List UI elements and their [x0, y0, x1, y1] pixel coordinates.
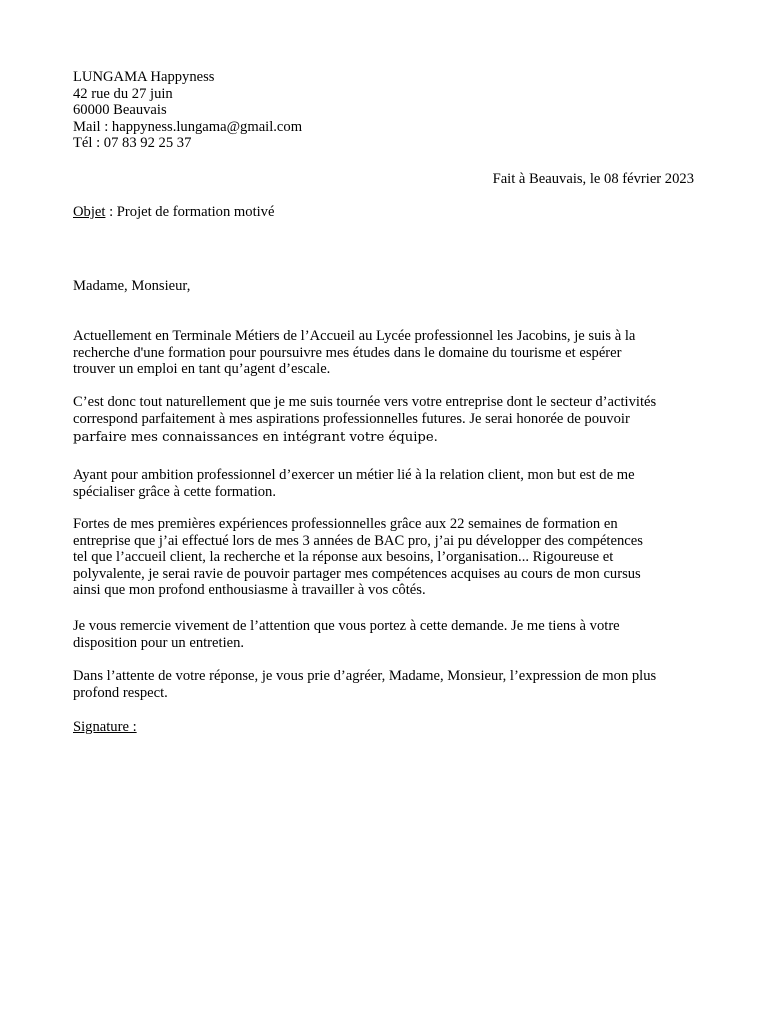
subject-line: [73, 204, 274, 221]
paragraph-line: disposition pour un entretien.: [73, 634, 245, 651]
signature-label: Signature :: [73, 719, 137, 735]
subject-label: Objet: [73, 204, 106, 220]
letter-date: Fait à Beauvais, le 08 février 2023: [492, 171, 694, 187]
sender-city: 60000 Beauvais: [73, 102, 167, 119]
paragraph-line: spécialiser grâce à cette formation.: [73, 483, 276, 500]
paragraph-4: [73, 516, 713, 599]
paragraph-line: correspond parfaitement à mes aspirations professionnelles futures. Je serai honorée de pouvoir: [73, 410, 630, 427]
sender-mail: Mail : happyness.lungama@gmail.com: [73, 118, 303, 135]
paragraph-5: [73, 618, 713, 651]
paragraph-line: Ayant pour ambition professionnel d’exercer un métier lié à la relation client, mon but est de me: [73, 467, 635, 483]
salutation: Madame, Monsieur,: [73, 278, 191, 294]
paragraph-3: [73, 467, 713, 500]
paragraph-line: Actuellement en Terminale Métiers de l’Accueil au Lycée professionnel les Jacobins, je suis à la: [73, 328, 636, 344]
paragraph-line: C’est donc tout naturellement que je me suis tournée vers votre entreprise dont le secteur d’activités: [73, 394, 657, 410]
sender-block: [73, 69, 693, 152]
paragraph-1: [73, 328, 713, 378]
sender-phone: Tél : 07 83 92 25 37: [73, 135, 192, 152]
paragraph-line: profond respect.: [73, 684, 168, 701]
paragraph-line: tel que l’accueil client, la recherche et la réponse aux besoins, l’organisation... Rigoureuse et: [73, 549, 614, 566]
paragraph-6: [73, 668, 713, 701]
paragraph-line: polyvalente, je serai ravie de pouvoir partager mes compétences acquises au cours de mon cursus: [73, 565, 641, 582]
paragraph-line: Fortes de mes premières expériences professionnelles grâce aux 22 semaines de formation en: [73, 516, 618, 532]
paragraph-line: trouver un emploi en tant qu’agent d’escale.: [73, 361, 331, 378]
paragraph-2: [73, 394, 713, 449]
paragraph-line: parfaire mes connaissances en intégrant votre équipe.: [73, 430, 438, 446]
paragraph-line: Je vous remercie vivement de l’attention que vous portez à cette demande. Je me tiens à votre: [73, 618, 620, 634]
sender-name: LUNGAMA Happyness: [73, 69, 215, 85]
sender-street: 42 rue du 27 juin: [73, 85, 173, 102]
paragraph-line: recherche d'une formation pour poursuivre mes études dans le domaine du tourisme et espérer: [73, 344, 622, 361]
subject-separator: :: [105, 204, 117, 220]
paragraph-line: Dans l’attente de votre réponse, je vous prie d’agréer, Madame, Monsieur, l’expression de mon plus: [73, 668, 657, 684]
paragraph-line: entreprise que j’ai effectué lors de mes 3 années de BAC pro, j’ai pu développer des compétences: [73, 532, 643, 549]
subject-text: Projet de formation motivé: [116, 204, 275, 220]
paragraph-line: ainsi que mon profond enthousiasme à travailler à vos côtés.: [73, 582, 426, 599]
